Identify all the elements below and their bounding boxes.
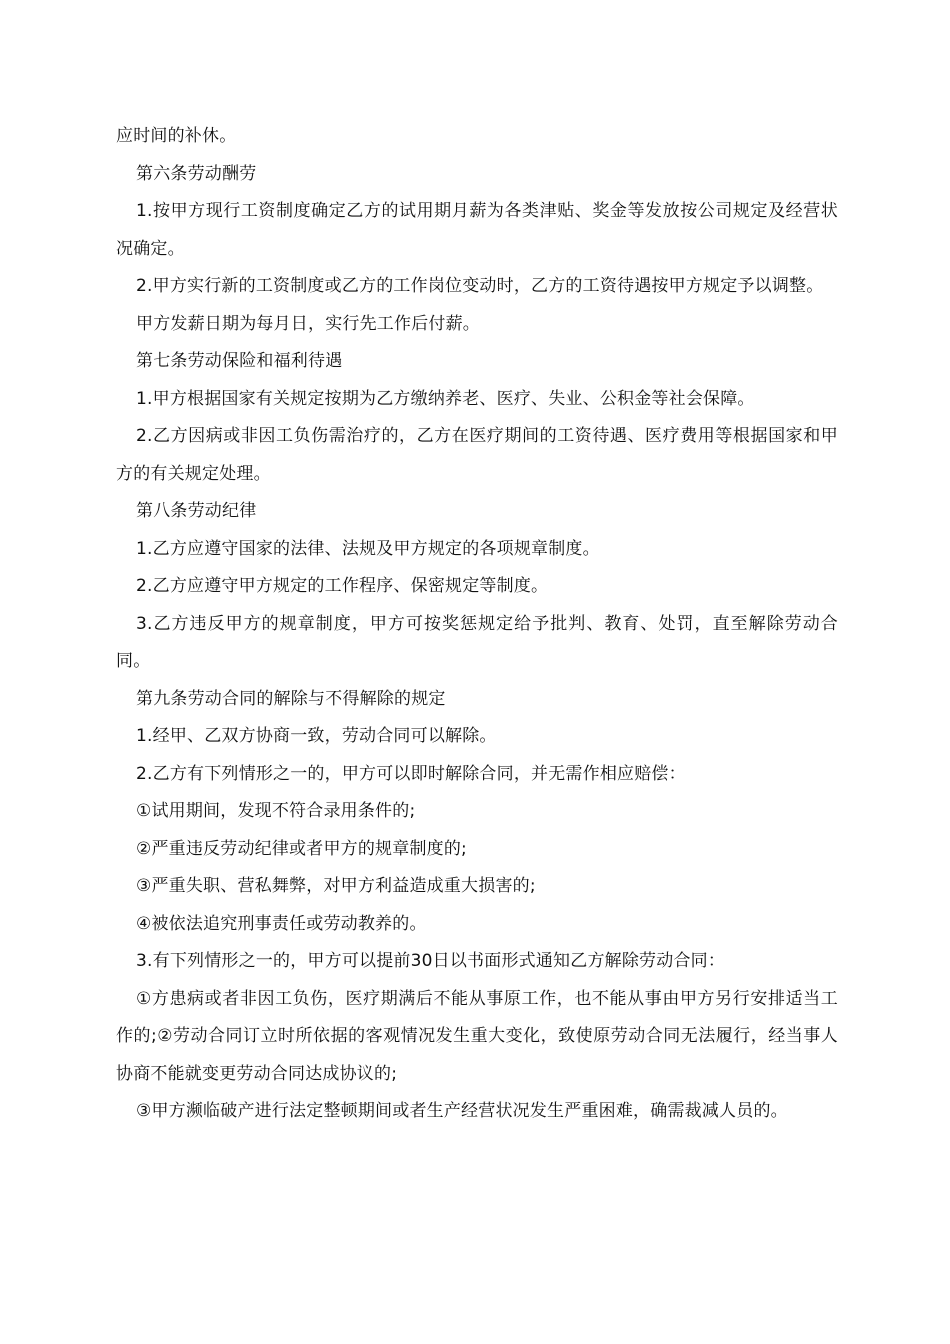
paragraph: 3.乙方违反甲方的规章制度，甲方可按奖惩规定给予批判、教育、处罚，直至解除劳动合同。 xyxy=(116,613,838,671)
list-item: ③严重失职、营私舞弊，对甲方利益造成重大损害的; xyxy=(136,876,536,896)
section-heading-article-6: 第六条劳动酬劳 xyxy=(136,163,257,184)
list-item: ①试用期间，发现不符合录用条件的; xyxy=(136,801,416,821)
paragraph: 1.经甲、乙双方协商一致，劳动合同可以解除。 xyxy=(136,726,497,746)
paragraph: 甲方发薪日期为每月日，实行先工作后付薪。 xyxy=(136,313,480,334)
paragraph: 2.甲方实行新的工资制度或乙方的工作岗位变动时，乙方的工资待遇按甲方规定予以调整。 xyxy=(136,276,824,296)
list-item: ③甲方濒临破产进行法定整顿期间或者生产经营状况发生严重困难，确需裁减人员的。 xyxy=(136,1101,788,1121)
section-heading-article-8: 第八条劳动纪律 xyxy=(136,501,257,521)
list-item: ①方患病或者非因工负伤，医疗期满后不能从事原工作，也不能从事由甲方另行安排适当工作的;②劳动合同订立时所依据的客观情况发生重大变化，致使原劳动合同无法履行，经当事人协商不能就变更劳动合同达成协议的; xyxy=(116,988,838,1084)
list-item: ②严重违反劳动纪律或者甲方的规章制度的; xyxy=(136,838,467,859)
paragraph: 1.乙方应遵守国家的法律、法规及甲方规定的各项规章制度。 xyxy=(136,538,600,559)
paragraph: 3.有下列情形之一的，甲方可以提前30日以书面形式通知乙方解除劳动合同： xyxy=(136,951,726,971)
paragraph: 1.甲方根据国家有关规定按期为乙方缴纳养老、医疗、失业、公积金等社会保障。 xyxy=(136,388,755,409)
document-page xyxy=(116,118,838,1131)
paragraph: 1.按甲方现行工资制度确定乙方的试用期月薪为各类津贴、奖金等发放按公司规定及经营状况确定。 xyxy=(116,201,838,259)
list-item: ④被依法追究刑事责任或劳动教养的。 xyxy=(136,913,427,934)
paragraph: 2.乙方应遵守甲方规定的工作程序、保密规定等制度。 xyxy=(136,576,549,596)
section-heading-article-7: 第七条劳动保险和福利待遇 xyxy=(136,351,343,371)
paragraph: 2.乙方因病或非因工负伤需治疗的，乙方在医疗期间的工资待遇、医疗费用等根据国家和甲方的有关规定处理。 xyxy=(116,426,838,484)
paragraph-continuation: 应时间的补休。 xyxy=(116,126,237,146)
paragraph: 2.乙方有下列情形之一的，甲方可以即时解除合同，并无需作相应赔偿： xyxy=(136,763,686,784)
section-heading-article-9: 第九条劳动合同的解除与不得解除的规定 xyxy=(136,688,446,709)
